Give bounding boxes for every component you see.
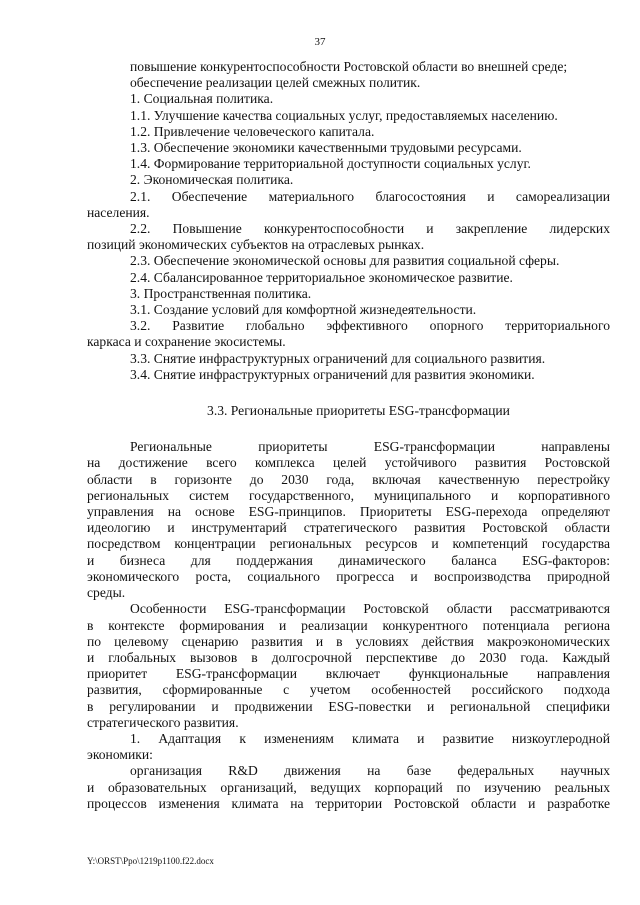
paragraph-line: области в горизонте до 2030 года, включая качественную перестройку xyxy=(87,471,610,487)
policy-item: 3.1. Создание условий для комфортной жизнедеятельности. xyxy=(130,302,477,318)
policy-item-continuation: позиций экономических субъектов на отраслевых рынках. xyxy=(87,237,425,253)
paragraph-esg-features xyxy=(87,601,610,731)
policy-item-continuation: каркаса и сохранение экосистемы. xyxy=(87,334,286,350)
paragraph-line: в контексте формирования и реализации конкурентного потенциала региона xyxy=(87,617,610,633)
paragraph-line: экономического роста, социального прогресса и воспроизводства природной xyxy=(87,568,610,584)
paragraph-line: идеологию и инструментарий стратегического развития Ростовской области xyxy=(87,520,610,536)
paragraph-regional-priorities xyxy=(87,439,610,601)
text-line: обеспечение реализации целей смежных политик. xyxy=(130,75,421,91)
policy-item: 3.3. Снятие инфраструктурных ограничений для социального развития. xyxy=(130,350,546,366)
text-line: повышение конкурентоспособности Ростовской области во внешней среде; xyxy=(130,59,568,74)
policy-item: 3.4. Снятие инфраструктурных ограничений для развития экономики. xyxy=(130,366,535,382)
paragraph-line: управления на основе ESG-принципов. Приоритеты ESG-перехода определяют xyxy=(87,504,610,520)
paragraph-line: в регулировании и продвижении ESG-повестки и региональной специфики xyxy=(87,698,610,714)
policy-item: 1.3. Обеспечение экономики качественными трудовыми ресурсами. xyxy=(130,140,522,156)
policy-item: 3. Пространственная политика. xyxy=(130,285,312,301)
paragraph-line: экономики: xyxy=(87,747,153,763)
policy-item: 2. Экономическая политика. xyxy=(130,172,294,188)
policy-item: 1.2. Привлечение человеческого капитала. xyxy=(130,123,375,139)
paragraph-climate-adaptation xyxy=(87,731,610,763)
paragraph-line: среды. xyxy=(87,585,126,601)
paragraph-line: региональных систем государственного, муниципального и корпоративного xyxy=(87,487,610,503)
paragraph-line: процессов изменения климата на территории Ростовской области и разработке xyxy=(87,795,610,811)
paragraph-line: посредством концентрации региональных ресурсов и компетенций государства xyxy=(87,536,610,552)
policy-item: 2.1. Обеспечение материального благосостояния и самореализации xyxy=(130,188,610,204)
paragraph-line: и бизнеса для поддержания динамического баланса ESG-факторов: xyxy=(87,552,610,568)
policy-item: 1.4. Формирование территориальной доступности социальных услуг. xyxy=(130,156,531,172)
paragraph-line: 1. Адаптация к изменениям климата и развитие низкоуглеродной xyxy=(130,730,610,746)
file-path-footer: Y:\ORST\Ppo\1219p1100.f22.docx xyxy=(87,856,214,866)
policy-item: 1. Социальная политика. xyxy=(130,91,274,107)
paragraph-line: развития, сформированные с учетом особенностей российского подхода xyxy=(87,682,610,698)
paragraph-line: приоритет ESG-трансформации включает функциональные направления xyxy=(87,666,610,682)
paragraph-line: Региональные приоритеты ESG-трансформации направлены xyxy=(130,439,610,455)
section-heading: 3.3. Региональные приоритеты ESG-трансформации xyxy=(207,403,510,419)
policy-item: 2.3. Обеспечение экономической основы для развития социальной сферы. xyxy=(130,253,560,269)
paragraph-line: и глобальных вызовов в долгосрочной перспективе до 2030 года. Каждый xyxy=(87,649,610,665)
policy-item: 2.2. Повышение конкурентоспособности и закрепление лидерских xyxy=(130,221,610,237)
paragraph-line: по целевому сценарию развития и в условиях действия макроэкономических xyxy=(87,633,610,649)
paragraph-line: и образовательных организаций, ведущих корпораций по изучению реальных xyxy=(87,779,610,795)
document-body xyxy=(87,59,610,812)
paragraph-line: стратегического развития. xyxy=(87,714,239,730)
policy-list xyxy=(87,91,610,383)
paragraph-line: Особенности ESG-трансформации Ростовской области рассматриваются xyxy=(130,601,610,617)
policy-item-continuation: населения. xyxy=(87,204,150,220)
policy-item: 2.4. Сбалансированное территориальное экономическое развитие. xyxy=(130,269,513,285)
paragraph-line: на достижение всего комплекса целей устойчивого развития Ростовской xyxy=(87,455,610,471)
paragraph-line: организация R&D движения на базе федеральных научных xyxy=(130,763,610,779)
paragraph-rd-organization xyxy=(87,763,610,812)
policy-item: 1.1. Улучшение качества социальных услуг, предоставляемых населению. xyxy=(130,107,558,123)
policy-item: 3.2. Развитие глобально эффективного опорного территориального xyxy=(130,318,610,334)
page-number: 37 xyxy=(314,36,326,48)
